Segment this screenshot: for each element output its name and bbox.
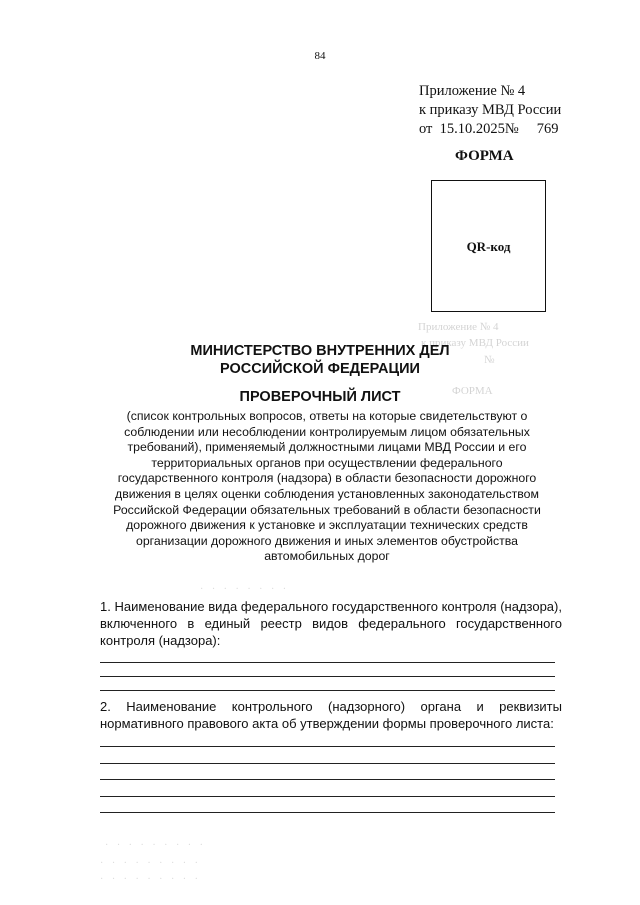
scan-noise: · · · · · · · · ·	[100, 858, 201, 869]
annex-date-prefix: от	[419, 121, 433, 137]
section-2-fill-line-5[interactable]	[100, 812, 555, 813]
ghost-form-label: ФОРМА	[452, 385, 493, 397]
page-number: 84	[314, 50, 326, 62]
ministry-line-2: РОССИЙСКОЙ ФЕДЕРАЦИИ	[220, 361, 420, 377]
scan-noise: · · · · · · · ·	[200, 584, 290, 595]
ministry-line-1: МИНИСТЕРСТВО ВНУТРЕННИХ ДЕЛ	[190, 343, 450, 359]
section-2-fill-line-3[interactable]	[100, 779, 555, 780]
section-1-fill-line-1[interactable]	[100, 662, 555, 663]
annex-date: 15.10.2025	[439, 121, 505, 137]
ghost-annex-line-2: к приказу МВД России	[421, 337, 529, 349]
annex-number: 769	[536, 121, 559, 137]
section-1	[100, 598, 562, 649]
checklist-title: ПРОВЕРОЧНЫЙ ЛИСТ	[239, 389, 401, 405]
ghost-number-sign: №	[484, 354, 495, 366]
section-2-fill-line-2[interactable]	[100, 763, 555, 764]
scan-noise: · · · · · · · · ·	[100, 874, 201, 885]
ministry-heading	[0, 342, 640, 378]
section-2	[100, 698, 562, 732]
annex-line-2: к приказу МВД России	[419, 102, 562, 118]
qr-code-label: QR-код	[466, 239, 511, 254]
annex-number-sign: №	[504, 121, 519, 137]
checklist-description: (список контрольных вопросов, ответы на которые свидетельствуют о соблюдении или несоблюдении контролируемым лицом обязательных требований), применяемый должностными лицами МВД России и его территориальных органов при осуществлении федерального государственного контроля (надзора) в области безопасности дорожного движения в целях оценки соблюдения установленных законодательством Российской Федерации обязательных требований в области безопасности дорожного движения к установке и эксплуатации технических средств организации дорожного движения и иных элементов обустройства автомобильных дорог	[113, 409, 541, 564]
section-2-text: Наименование контрольного (надзорного) органа и реквизиты нормативного правового акта об утверждении формы проверочного листа:	[100, 699, 562, 731]
annex-header	[419, 82, 561, 139]
section-1-fill-line-3[interactable]	[100, 690, 555, 691]
qr-code-placeholder	[431, 180, 546, 312]
section-1-number: 1.	[100, 599, 111, 614]
section-1-text: Наименование вида федерального государственного контроля (надзора), включенного в единый реестр видов федерального государственного контроля (надзора):	[100, 599, 562, 648]
form-label: ФОРМА	[455, 148, 514, 164]
ghost-annex-line-1: Приложение № 4	[418, 321, 499, 333]
section-2-fill-line-1[interactable]	[100, 746, 555, 747]
annex-date-line	[419, 120, 561, 139]
section-1-fill-line-2[interactable]	[100, 676, 555, 677]
section-2-number: 2.	[100, 699, 111, 714]
annex-line-1: Приложение № 4	[419, 83, 526, 99]
scan-noise: · · · · · · · · ·	[105, 840, 206, 851]
section-2-fill-line-4[interactable]	[100, 796, 555, 797]
